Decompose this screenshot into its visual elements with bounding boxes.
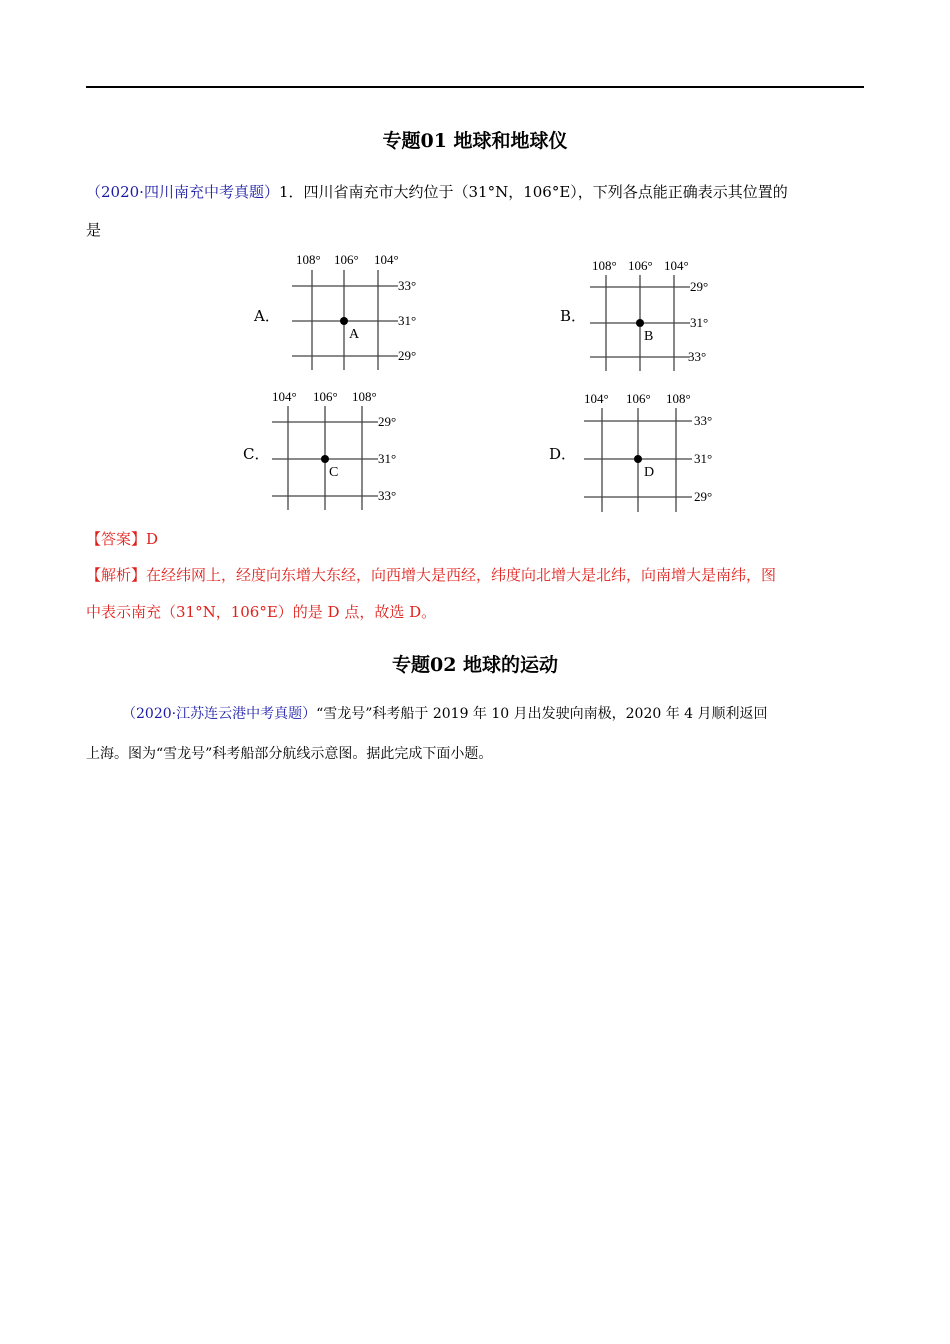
point-b-dot — [636, 319, 644, 327]
analysis — [86, 557, 864, 631]
lon-label: 106° — [626, 391, 651, 406]
lat-label: 31° — [694, 451, 713, 466]
answer — [86, 521, 864, 557]
lat-label: 29° — [690, 279, 709, 294]
question1-text: 1．四川省南充市大约位于（31°N，106°E），下列各点能正确表示其位置的 — [278, 183, 788, 201]
lat-label: 33° — [398, 278, 417, 293]
lon-label: 104° — [374, 252, 399, 267]
option-c-grid — [268, 386, 408, 512]
analysis-line2: 中表示南充（31°N，106°E）的是 D 点，故选 D。 — [86, 603, 437, 621]
answer-value: D — [146, 530, 159, 548]
lon-label: 104° — [272, 389, 297, 404]
lon-label: 104° — [584, 391, 609, 406]
question1-source: （2020·四川南充中考真题） — [86, 183, 279, 201]
lat-label: 33° — [694, 413, 713, 428]
question1-line2: 是 — [86, 221, 102, 239]
analysis-line1 — [86, 557, 864, 594]
lat-label: 31° — [398, 313, 417, 328]
option-b-grid — [584, 255, 724, 373]
point-a-dot — [340, 317, 348, 325]
lat-label: 33° — [688, 349, 707, 364]
lon-label: 108° — [666, 391, 691, 406]
lat-label: 29° — [694, 489, 713, 504]
point-a-label: A — [349, 327, 360, 342]
lat-label: 31° — [378, 451, 397, 466]
question1-line1 — [86, 173, 864, 211]
point-d-label: D — [644, 465, 655, 480]
lon-label: 108° — [592, 258, 617, 273]
analysis-tag: 【解析】 — [86, 566, 147, 584]
point-c-dot — [321, 455, 329, 463]
question1 — [86, 173, 864, 249]
question2 — [86, 694, 864, 774]
lon-label: 108° — [296, 252, 321, 267]
section2-title: 专题02 地球的运动 — [391, 654, 559, 676]
option-d-grid — [580, 388, 725, 514]
option-b-label: B． — [560, 307, 587, 325]
lon-label: 108° — [352, 389, 377, 404]
analysis-text: 在经纬网上，经度向东增大东经，向西增大是西经，纬度向北增大是北纬，向南增大是南纬，图 — [146, 566, 777, 584]
option-c-label: C． — [243, 445, 270, 463]
lon-label: 106° — [313, 389, 338, 404]
point-d-dot — [634, 455, 642, 463]
lon-label: 106° — [628, 258, 653, 273]
option-a-label: A． — [254, 307, 280, 325]
option-a-grid — [282, 248, 422, 372]
answer-tag: 【答案】 — [86, 530, 147, 548]
point-c-label: C — [329, 465, 339, 480]
section1-title: 专题01 地球和地球仪 — [382, 130, 568, 152]
point-b-label: B — [644, 329, 654, 344]
lon-label: 104° — [664, 258, 689, 273]
question2-line2: 上海。图为“雪龙号”科考船部分航线示意图。据此完成下面小题。 — [86, 746, 493, 762]
lat-label: 29° — [378, 414, 397, 429]
lat-label: 33° — [378, 488, 397, 503]
question2-text: “雪龙号”科考船于 2019 年 10 月出发驶向南极，2020 年 4 月顺利返回 — [316, 706, 768, 722]
header-rule — [86, 86, 864, 88]
lat-label: 29° — [398, 348, 417, 363]
question2-line1 — [86, 694, 864, 734]
question2-source: （2020·江苏连云港中考真题） — [122, 706, 317, 722]
option-d-label: D． — [549, 445, 577, 463]
lon-label: 106° — [334, 252, 359, 267]
lat-label: 31° — [690, 315, 709, 330]
